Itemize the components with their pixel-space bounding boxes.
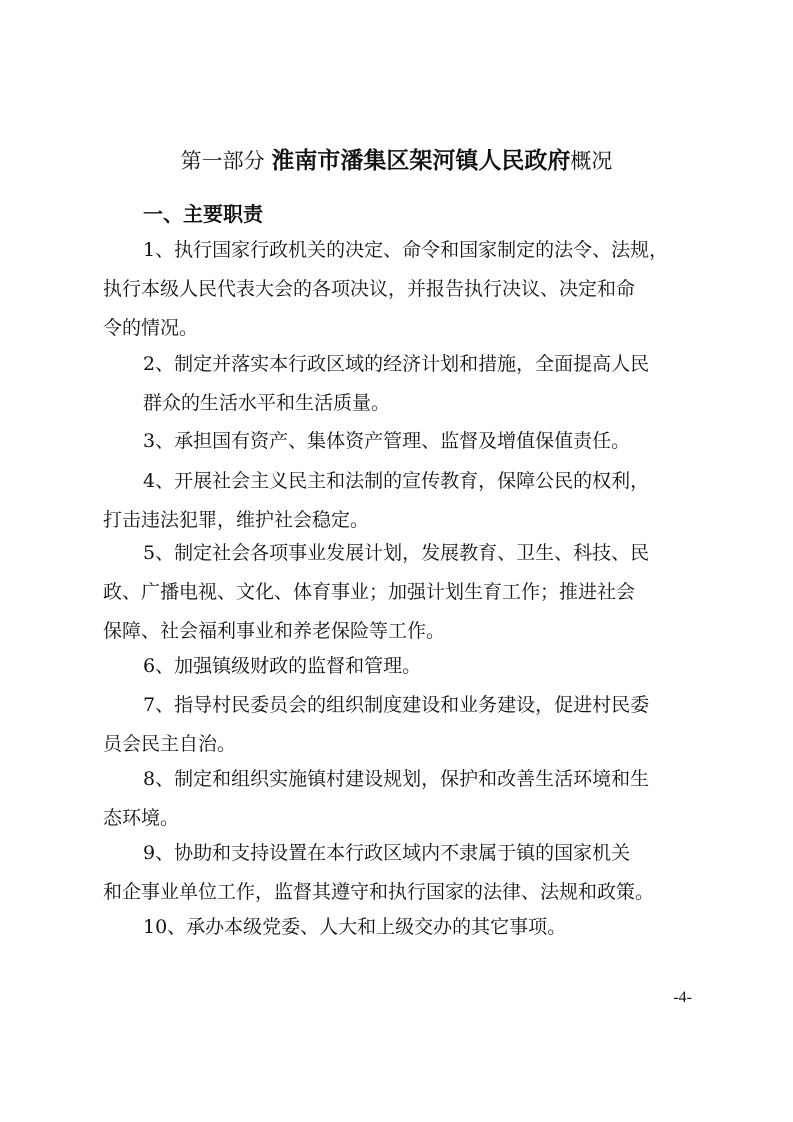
- paragraph-line: 令的情况。: [103, 317, 199, 339]
- duty-paragraph-9: [103, 834, 703, 912]
- duty-paragraph-6: [103, 647, 703, 686]
- section-heading: 一、主要职责: [143, 202, 263, 226]
- paragraph-line: 2、制定并落实本行政区域的经济计划和措施，全面提高人民: [143, 353, 650, 375]
- title-suffix: 概况: [570, 149, 613, 173]
- title-prefix: 第一部分: [180, 149, 265, 173]
- duty-paragraph-5: [103, 534, 703, 651]
- paragraph-line: 保障、社会福利事业和养老保险等工作。: [103, 620, 446, 642]
- duty-paragraph-8: [103, 760, 703, 838]
- duty-paragraph-7: [103, 686, 703, 764]
- paragraph-line: 10、承办本级党委、人大和上级交办的其它事项。: [143, 916, 567, 938]
- duty-paragraph-1: [103, 231, 703, 348]
- duty-paragraph-2: [103, 345, 703, 423]
- paragraph-line: 群众的生活水平和生活质量。: [143, 392, 391, 414]
- paragraph-line: 4、开展社会主义民主和法制的宣传教育，保障公民的权利，: [143, 470, 650, 492]
- paragraph-line: 态环境。: [103, 807, 180, 829]
- paragraph-line: 执行本级人民代表大会的各项决议，并报告执行决议、决定和命: [103, 278, 636, 300]
- paragraph-line: 6、加强镇级财政的监督和管理。: [143, 655, 422, 677]
- paragraph-line: 打击违法犯罪，维护社会稳定。: [103, 509, 370, 531]
- paragraph-line: 政、广播电视、文化、体育事业；加强计划生育工作；推进社会: [103, 581, 636, 603]
- title-organization: 淮南市潘集区架河镇人民政府: [271, 147, 571, 174]
- duty-paragraph-10: [103, 908, 703, 947]
- paragraph-line: 员会民主自治。: [103, 733, 237, 755]
- paragraph-line: 5、制定社会各项事业发展计划，发展教育、卫生、科技、民: [143, 542, 650, 564]
- paragraph-line: 和企事业单位工作，监督其遵守和执行国家的法律、法规和政策。: [103, 881, 655, 903]
- duty-paragraph-3: [103, 422, 703, 461]
- paragraph-line: 7、指导村民委员会的组织制度建设和业务建设，促进村民委: [143, 694, 650, 716]
- paragraph-line: 8、制定和组织实施镇村建设规划，保护和改善生活环境和生: [143, 768, 650, 790]
- paragraph-line: 9、协助和支持设置在本行政区域内不隶属于镇的国家机关: [143, 842, 631, 864]
- duty-paragraph-4: [103, 462, 703, 540]
- paragraph-line: 3、承担国有资产、集体资产管理、监督及增值保值责任。: [143, 430, 631, 452]
- page-title: [0, 144, 793, 178]
- page-number: -4-: [673, 989, 692, 1006]
- paragraph-line: 1、执行国家行政机关的决定、命令和国家制定的法令、法规，: [143, 239, 669, 261]
